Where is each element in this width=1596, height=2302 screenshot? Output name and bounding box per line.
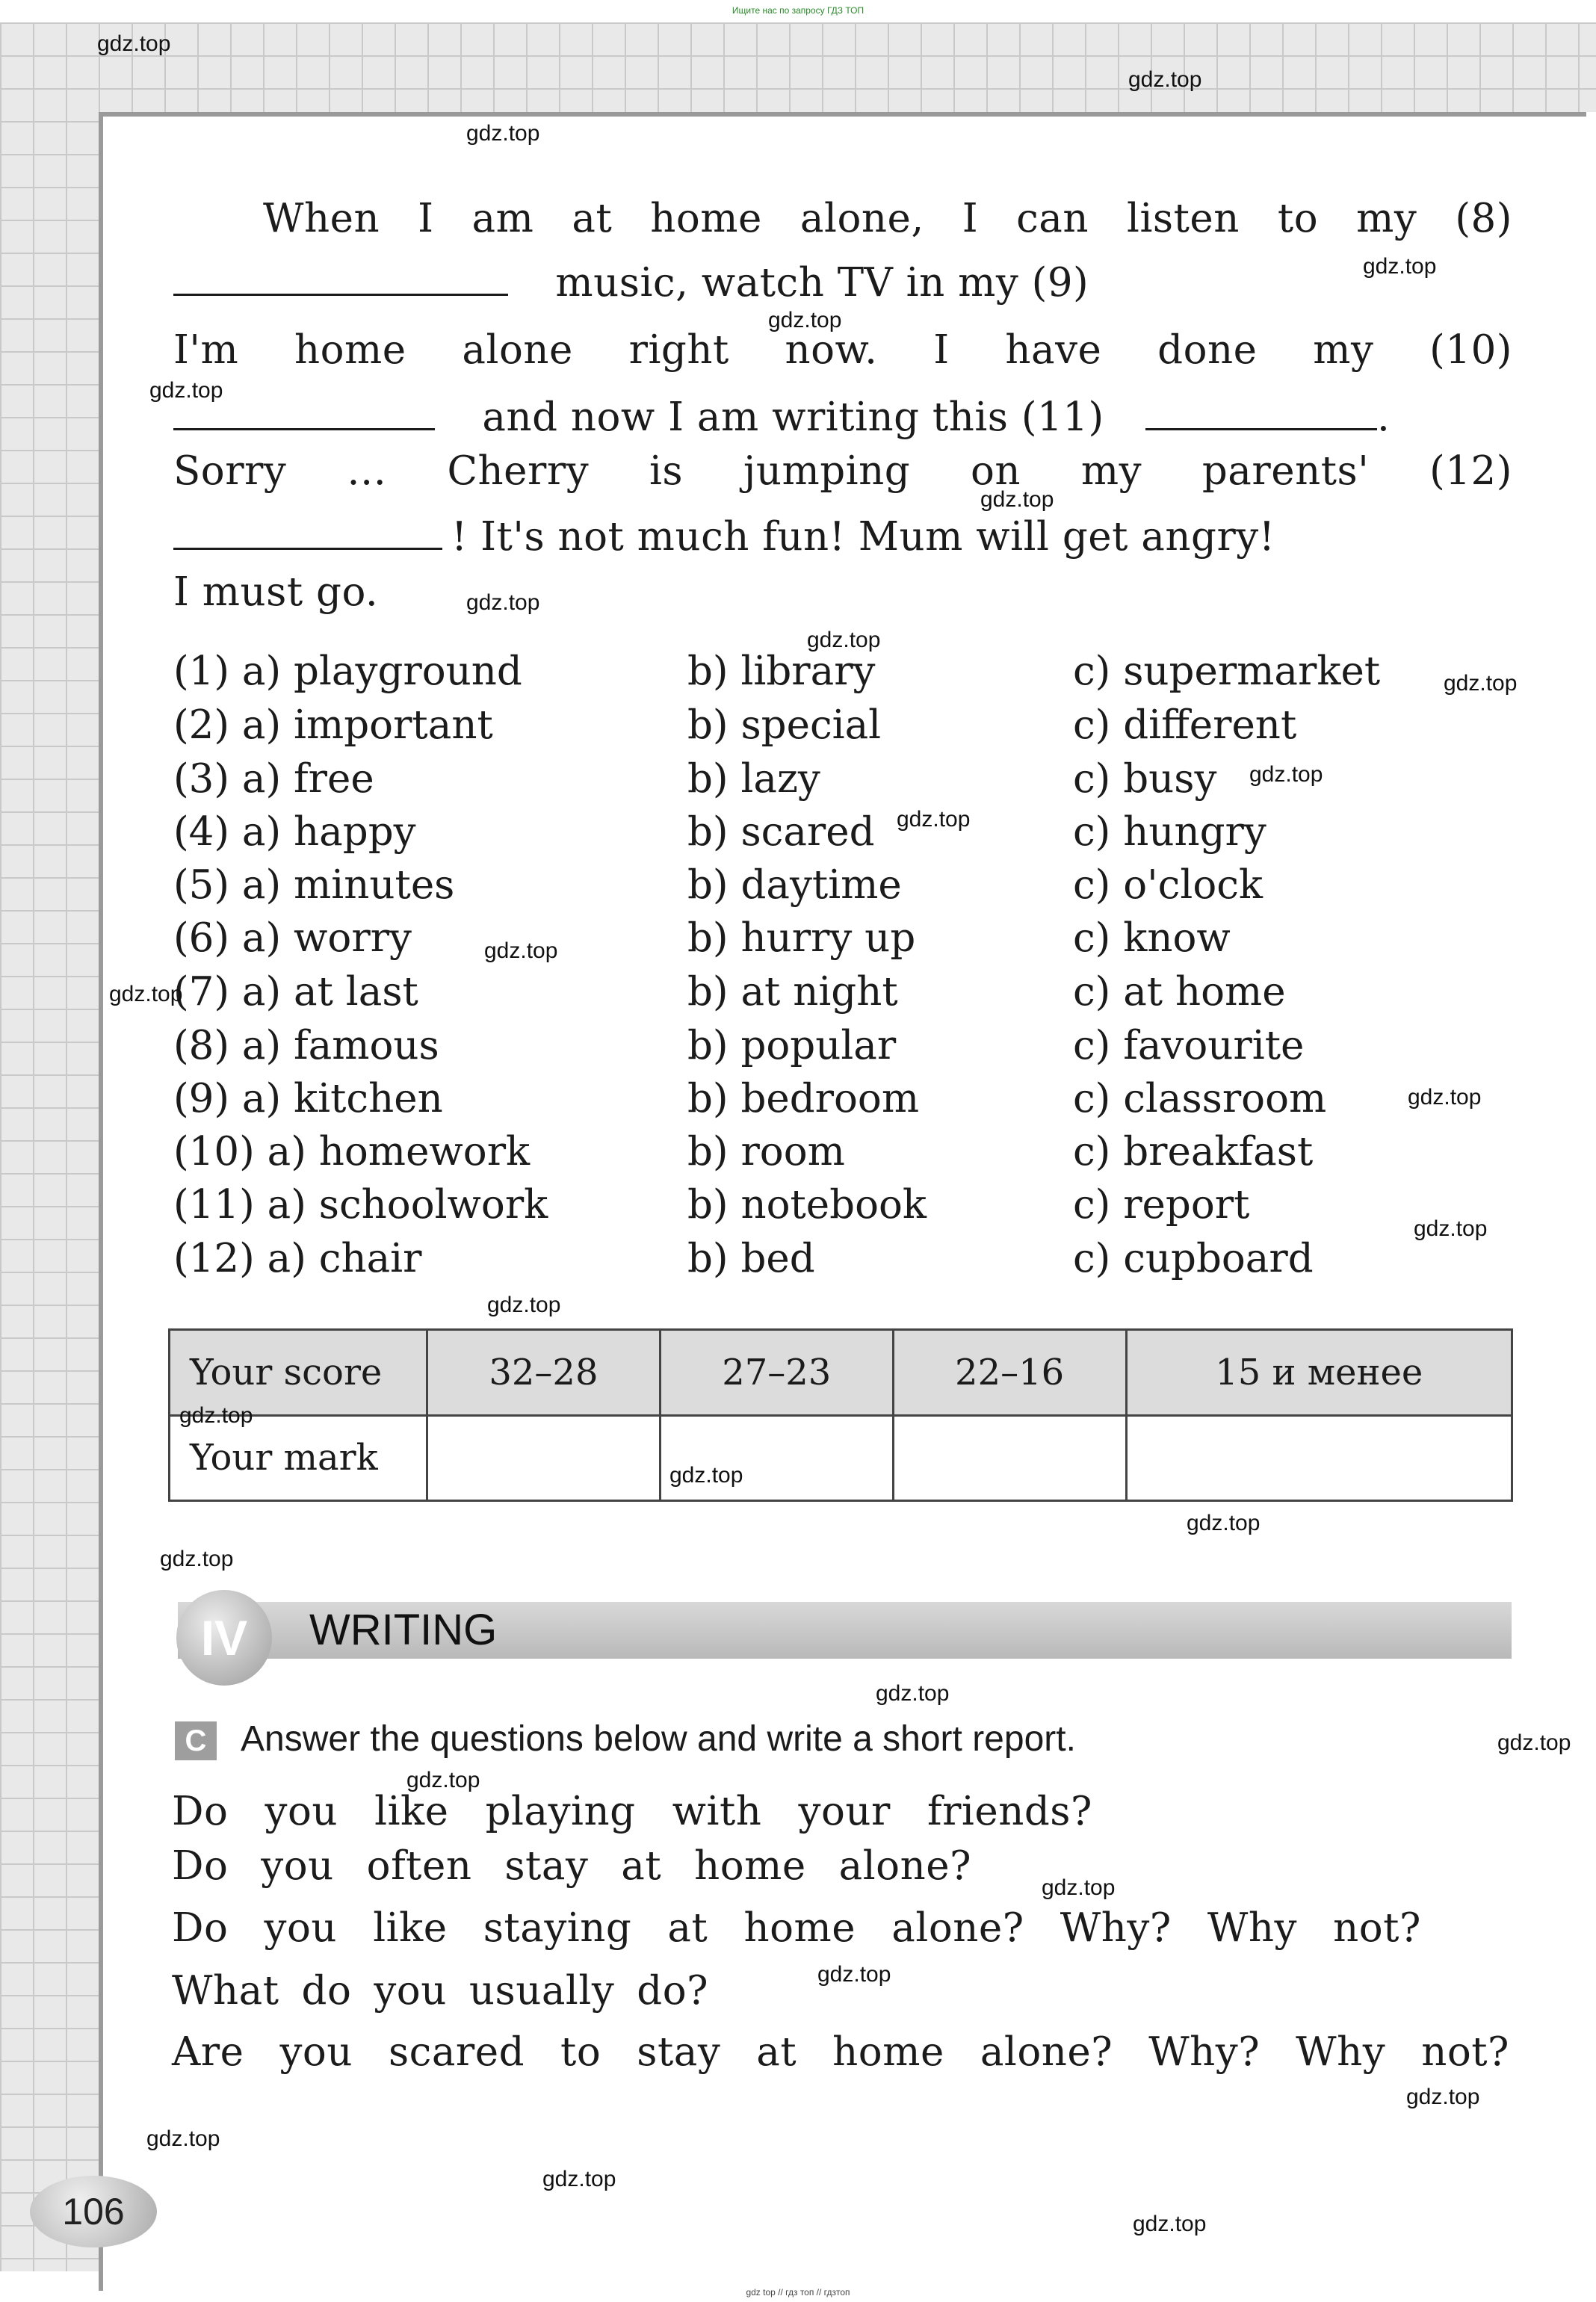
option-b[interactable]: b) at night xyxy=(687,969,898,1015)
word: What xyxy=(172,1968,279,2014)
watermark-text: gdz.top xyxy=(807,628,881,652)
word: staying xyxy=(483,1905,632,1951)
watermark-text: gdz.top xyxy=(542,2167,616,2191)
word: listen xyxy=(1127,196,1240,241)
word: have xyxy=(1005,327,1102,373)
option-b[interactable]: b) popular xyxy=(687,1023,897,1068)
word: right xyxy=(628,327,729,373)
task-c-icon: C xyxy=(175,1721,217,1760)
word: at xyxy=(621,1843,662,1889)
word: home xyxy=(694,1843,806,1889)
word: you xyxy=(261,1843,334,1889)
top-banner: Ищите нас по запросу ГДЗ ТОП xyxy=(732,5,864,16)
word: Sorry xyxy=(173,448,287,494)
watermark-text: gdz.top xyxy=(1363,254,1437,279)
mark-row xyxy=(170,1415,1512,1501)
bottom-banner: gdz top // гдз топ // гдзтоп xyxy=(746,2287,850,2298)
option-c[interactable]: c) busy xyxy=(1073,756,1217,802)
option-c[interactable]: c) classroom xyxy=(1073,1076,1327,1121)
option-a[interactable]: (11) a) schoolwork xyxy=(173,1182,548,1228)
watermark-text: gdz.top xyxy=(768,308,842,332)
watermark-text: gdz.top xyxy=(669,1463,743,1488)
grid-background-left xyxy=(0,22,99,2271)
word: home xyxy=(650,196,762,241)
word: at xyxy=(572,196,613,241)
watermark-text: gdz.top xyxy=(1249,762,1323,787)
watermark-text: gdz.top xyxy=(149,378,223,403)
watermark-text: gdz.top xyxy=(179,1403,253,1428)
word: done xyxy=(1157,327,1258,373)
mark-label-cell: Your mark xyxy=(170,1415,427,1501)
option-a[interactable]: (1) a) playground xyxy=(173,649,522,694)
watermark-text: gdz.top xyxy=(466,590,540,615)
word: … xyxy=(347,448,387,494)
watermark-text: gdz.top xyxy=(1133,2212,1207,2236)
option-b[interactable]: b) room xyxy=(687,1129,845,1175)
option-b[interactable]: b) hurry up xyxy=(687,915,916,961)
word: like xyxy=(374,1789,449,1834)
option-a[interactable]: (8) a) famous xyxy=(173,1023,439,1068)
task-instruction: Answer the questions below and write a short report. xyxy=(241,1719,1076,1759)
word: at xyxy=(756,2029,797,2075)
word: can xyxy=(1016,196,1089,241)
watermark-text: gdz.top xyxy=(1406,2085,1480,2109)
word: like xyxy=(373,1905,448,1951)
word: my xyxy=(1356,196,1417,241)
watermark-text: gdz.top xyxy=(406,1768,480,1792)
word: home xyxy=(294,327,406,373)
word: stay xyxy=(637,2029,721,2075)
score-row xyxy=(170,1330,1512,1416)
watermark-text: gdz.top xyxy=(1187,1511,1261,1535)
answer-blank-12[interactable] xyxy=(173,515,442,550)
watermark-text: gdz.top xyxy=(146,2126,220,2151)
option-a[interactable]: (12) a) chair xyxy=(173,1236,422,1281)
word: my xyxy=(1080,448,1142,494)
question-line xyxy=(172,1968,708,2014)
watermark-text: gdz.top xyxy=(466,121,540,146)
word: When xyxy=(263,196,380,241)
option-b[interactable]: b) special xyxy=(687,702,882,748)
watermark-text: gdz.top xyxy=(1497,1730,1571,1755)
word: you xyxy=(374,1968,447,2014)
option-c[interactable]: c) supermarket xyxy=(1073,649,1381,694)
word: Do xyxy=(172,1843,229,1889)
word: alone, xyxy=(799,196,924,241)
word: (12) xyxy=(1429,448,1512,494)
passage-line-3 xyxy=(173,327,1512,373)
watermark-text: gdz.top xyxy=(160,1547,234,1571)
option-b[interactable]: b) lazy xyxy=(687,756,820,802)
word: my xyxy=(1313,327,1374,373)
watermark-text: gdz.top xyxy=(1444,671,1518,696)
word: you xyxy=(265,1789,338,1834)
option-a[interactable]: (9) a) kitchen xyxy=(173,1076,443,1121)
word: I xyxy=(933,327,950,373)
option-b[interactable]: b) bed xyxy=(687,1236,815,1281)
option-a[interactable]: (3) a) free xyxy=(173,756,374,802)
watermark-text: gdz.top xyxy=(817,1962,891,1987)
word: is xyxy=(649,448,684,494)
word: not? xyxy=(1333,1905,1421,1951)
word: Why xyxy=(1207,1905,1297,1951)
word: not? xyxy=(1421,2029,1509,2075)
passage-line-6 xyxy=(173,514,1275,560)
answer-blank-8[interactable] xyxy=(173,261,508,296)
word: (8) xyxy=(1455,196,1512,241)
word: I'm xyxy=(173,327,239,373)
word: jumping xyxy=(743,448,911,494)
word: alone xyxy=(462,327,573,373)
answer-blank-11[interactable] xyxy=(1145,395,1377,430)
word: Cherry xyxy=(447,448,590,494)
option-c[interactable]: c) know xyxy=(1073,915,1231,961)
passage-line-1 xyxy=(263,196,1512,241)
section-number-badge: IV xyxy=(176,1590,272,1686)
watermark-text: gdz.top xyxy=(1408,1085,1482,1110)
word: do xyxy=(301,1968,352,2014)
watermark-text: gdz.top xyxy=(109,982,183,1006)
option-a[interactable]: (2) a) important xyxy=(173,702,493,748)
option-c[interactable]: c) at home xyxy=(1073,969,1286,1015)
word: Do xyxy=(172,1789,229,1834)
word: home xyxy=(743,1905,856,1951)
word: do? xyxy=(637,1968,709,2014)
passage-line-6-text: ! It's not much fun! Mum will get angry! xyxy=(451,514,1275,560)
word: to xyxy=(1277,196,1319,241)
word: Do xyxy=(172,1905,229,1951)
option-c[interactable]: c) cupboard xyxy=(1073,1236,1314,1281)
option-b[interactable]: b) daytime xyxy=(687,862,902,908)
word: Why xyxy=(1296,2029,1386,2075)
passage-line-4-text: and now I am writing this (11) xyxy=(482,395,1104,440)
word: you xyxy=(279,2029,353,2075)
score-range-cell: 27–23 xyxy=(660,1330,893,1416)
option-c[interactable]: c) favourite xyxy=(1073,1023,1305,1068)
passage-line-7: I must go. xyxy=(173,569,379,615)
watermark-text: gdz.top xyxy=(487,1293,561,1317)
question-line xyxy=(172,1905,1421,1951)
word: to xyxy=(560,2029,601,2075)
mark-cell[interactable] xyxy=(893,1415,1126,1501)
watermark-text: gdz.top xyxy=(1042,1875,1116,1900)
watermark-text: gdz.top xyxy=(876,1681,950,1706)
option-a[interactable]: (4) a) happy xyxy=(173,809,416,855)
option-b[interactable]: b) bedroom xyxy=(687,1076,920,1121)
score-table xyxy=(168,1328,1513,1502)
word: I xyxy=(418,196,434,241)
word: with xyxy=(672,1789,762,1834)
word: parents' xyxy=(1201,448,1370,494)
word: now. xyxy=(785,327,878,373)
word: Why? xyxy=(1060,1905,1172,1951)
watermark-text: gdz.top xyxy=(1414,1216,1488,1241)
option-c[interactable]: c) hungry xyxy=(1073,809,1266,855)
option-c[interactable]: c) breakfast xyxy=(1073,1129,1314,1175)
passage-line-5 xyxy=(173,448,1512,494)
question-line xyxy=(172,1789,1092,1834)
watermark-text: gdz.top xyxy=(97,31,171,56)
option-b[interactable]: b) library xyxy=(687,649,876,694)
word: often xyxy=(366,1843,472,1889)
option-a[interactable]: (5) a) minutes xyxy=(173,862,455,908)
score-label-cell: Your score xyxy=(170,1330,427,1416)
word: home xyxy=(832,2029,944,2075)
watermark-text: gdz.top xyxy=(1128,67,1202,92)
option-b[interactable]: b) notebook xyxy=(687,1182,927,1228)
word: am xyxy=(471,196,534,241)
watermark-text: gdz.top xyxy=(897,807,971,832)
watermark-text: gdz.top xyxy=(980,487,1054,512)
period: . xyxy=(1377,395,1391,440)
mark-cell[interactable] xyxy=(1126,1415,1512,1501)
word: you xyxy=(264,1905,338,1951)
passage-line-4 xyxy=(173,395,1512,440)
word: Why? xyxy=(1148,2029,1261,2075)
word: I xyxy=(962,196,979,241)
word: alone? xyxy=(891,1905,1024,1951)
question-line xyxy=(172,2029,1509,2075)
word: at xyxy=(667,1905,708,1951)
section-title: WRITING xyxy=(309,1606,498,1654)
word: stay xyxy=(504,1843,589,1889)
option-c[interactable]: c) o'clock xyxy=(1073,862,1264,908)
score-range-cell: 15 и менее xyxy=(1126,1330,1512,1416)
word: alone? xyxy=(980,2029,1113,2075)
word: alone? xyxy=(838,1843,971,1889)
word: usually xyxy=(468,1968,615,2014)
option-a[interactable]: (6) a) worry xyxy=(173,915,412,961)
option-a[interactable]: (10) a) homework xyxy=(173,1129,531,1175)
grid-background-top xyxy=(0,22,1596,112)
watermark-text: gdz.top xyxy=(484,938,558,963)
word: scared xyxy=(388,2029,525,2075)
page-number: 106 xyxy=(30,2176,157,2247)
option-c[interactable]: c) report xyxy=(1073,1182,1250,1228)
mark-cell[interactable] xyxy=(427,1415,661,1501)
word: (10) xyxy=(1429,327,1512,373)
score-range-cell: 32–28 xyxy=(427,1330,661,1416)
score-range-cell: 22–16 xyxy=(893,1330,1126,1416)
word: your xyxy=(798,1789,891,1834)
word: playing xyxy=(485,1789,636,1834)
word: friends? xyxy=(927,1789,1092,1834)
passage-line-2-text: music, watch TV in my (9) xyxy=(555,260,1089,306)
option-c[interactable]: c) different xyxy=(1073,702,1297,748)
option-a[interactable]: (7) a) at last xyxy=(173,969,418,1015)
word: on xyxy=(971,448,1021,494)
passage-line-2 xyxy=(173,260,1089,306)
question-line xyxy=(172,1843,971,1889)
word: Are xyxy=(172,2029,244,2075)
option-b[interactable]: b) scared xyxy=(687,809,875,855)
